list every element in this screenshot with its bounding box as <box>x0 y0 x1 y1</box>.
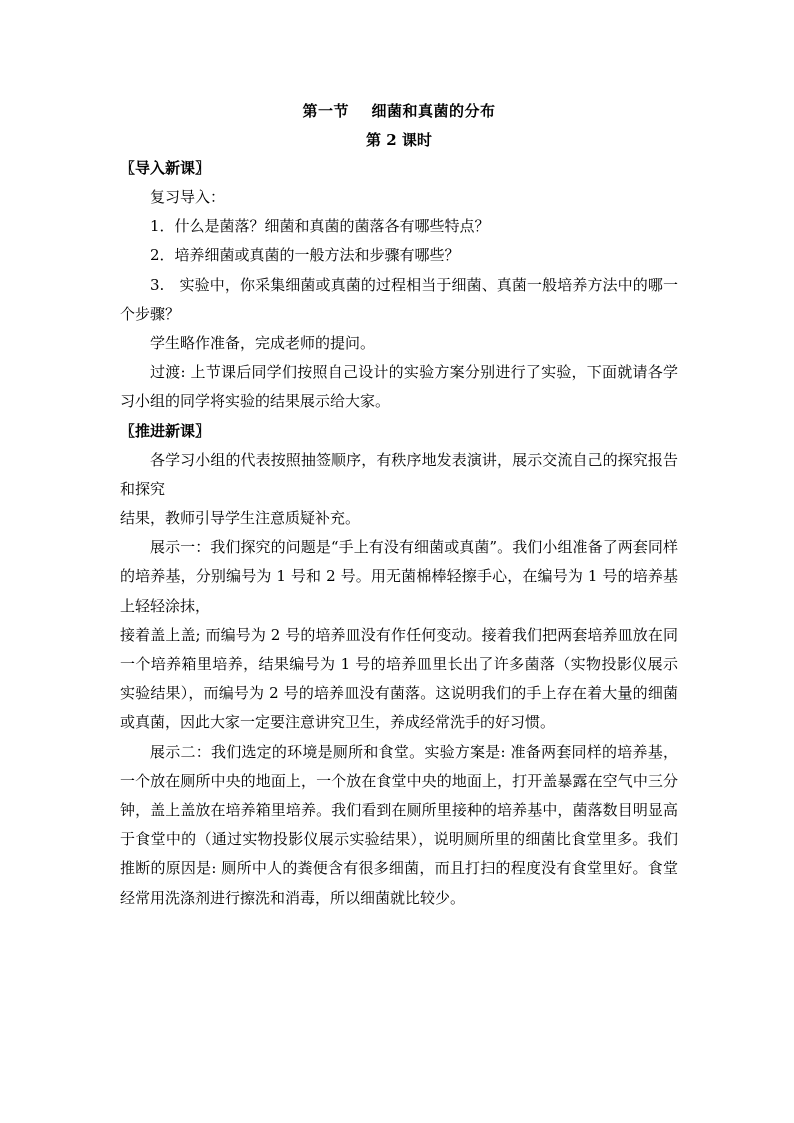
presentation-one-continued: 接着盖上盖; 而编号为 2 号的培养皿没有作任何变动。接着我们把两套培养皿放在同一个培养箱里培养，结果编号为 1 号的培养皿里长出了许多菌落（实物投影仪展示实验结果），而编号为 2 号的培养皿没有菌落。这说明我们的手上存在着大量的细菌或真菌，因此大家一定要注意讲究卫生，养成经常洗手的好习惯。 <box>120 625 678 732</box>
section-heading-intro: 〖导入新课〗 <box>120 159 211 177</box>
intro-question-2: 2．培养细菌或真菌的一般方法和步骤有哪些？ <box>150 246 460 265</box>
transition-paragraph: 过渡: 上节课后同学们按照自己设计的实验方案分别进行了实验，下面就请各学习小组的同学将实验的结果展示给大家。 <box>120 363 678 411</box>
section-heading-new-lesson: 〖推进新课〗 <box>120 421 211 440</box>
lesson-period: 第 2 课时 <box>366 131 432 149</box>
title-topic: 细菌和真菌的分布 <box>371 102 496 120</box>
lesson-paragraph: 各学习小组的代表按照抽签顺序，有秩序地发表演讲，展示交流自己的探究报告和探究 <box>120 450 678 498</box>
intro-question-3: 3. 实验中，你采集细菌或真菌的过程相当于细菌、真菌一般培养方法中的哪一个步骤？ <box>120 275 678 323</box>
title-section-number: 第一节 <box>302 102 349 120</box>
presentation-one-paragraph: 展示一：我们探究的问题是“手上有没有细菌或真菌”。我们小组准备了两套同样的培养基，分别编号为 1 号和 2 号。用无菌棉棒轻擦手心，在编号为 1 号的培养基上轻轻涂抹， <box>120 538 678 615</box>
intro-question-1: 1．什么是菌落？细菌和真菌的菌落各有哪些特点？ <box>150 217 490 236</box>
presentation-two-paragraph: 展示二：我们选定的环境是厕所和食堂。实验方案是: 准备两套同样的培养基，一个放在厕所中央的地面上，一个放在食堂中央的地面上，打开盖暴露在空气中三分钟，盖上盖放在培养箱里培养。我们看到在厕所里接种的培养基中，菌落数目明显高于食堂中的（通过实物投影仪展示实验结果），说明厕所里的细菌比食堂里多。我们推断的原因是: 厕所中人的粪便含有很多细菌，而且打扫的程度没有食堂里好。食堂经常用洗涤剂进行擦洗和消毒，所以细菌就比较少。 <box>120 742 678 907</box>
intro-paragraph: 学生略作准备，完成老师的提问。 <box>150 334 376 353</box>
lesson-paragraph: 结果，教师引导学生注意质疑补充。 <box>120 509 361 528</box>
intro-paragraph: 复习导入： <box>150 188 226 206</box>
document-body <box>120 96 678 913</box>
lesson-title <box>120 96 678 126</box>
